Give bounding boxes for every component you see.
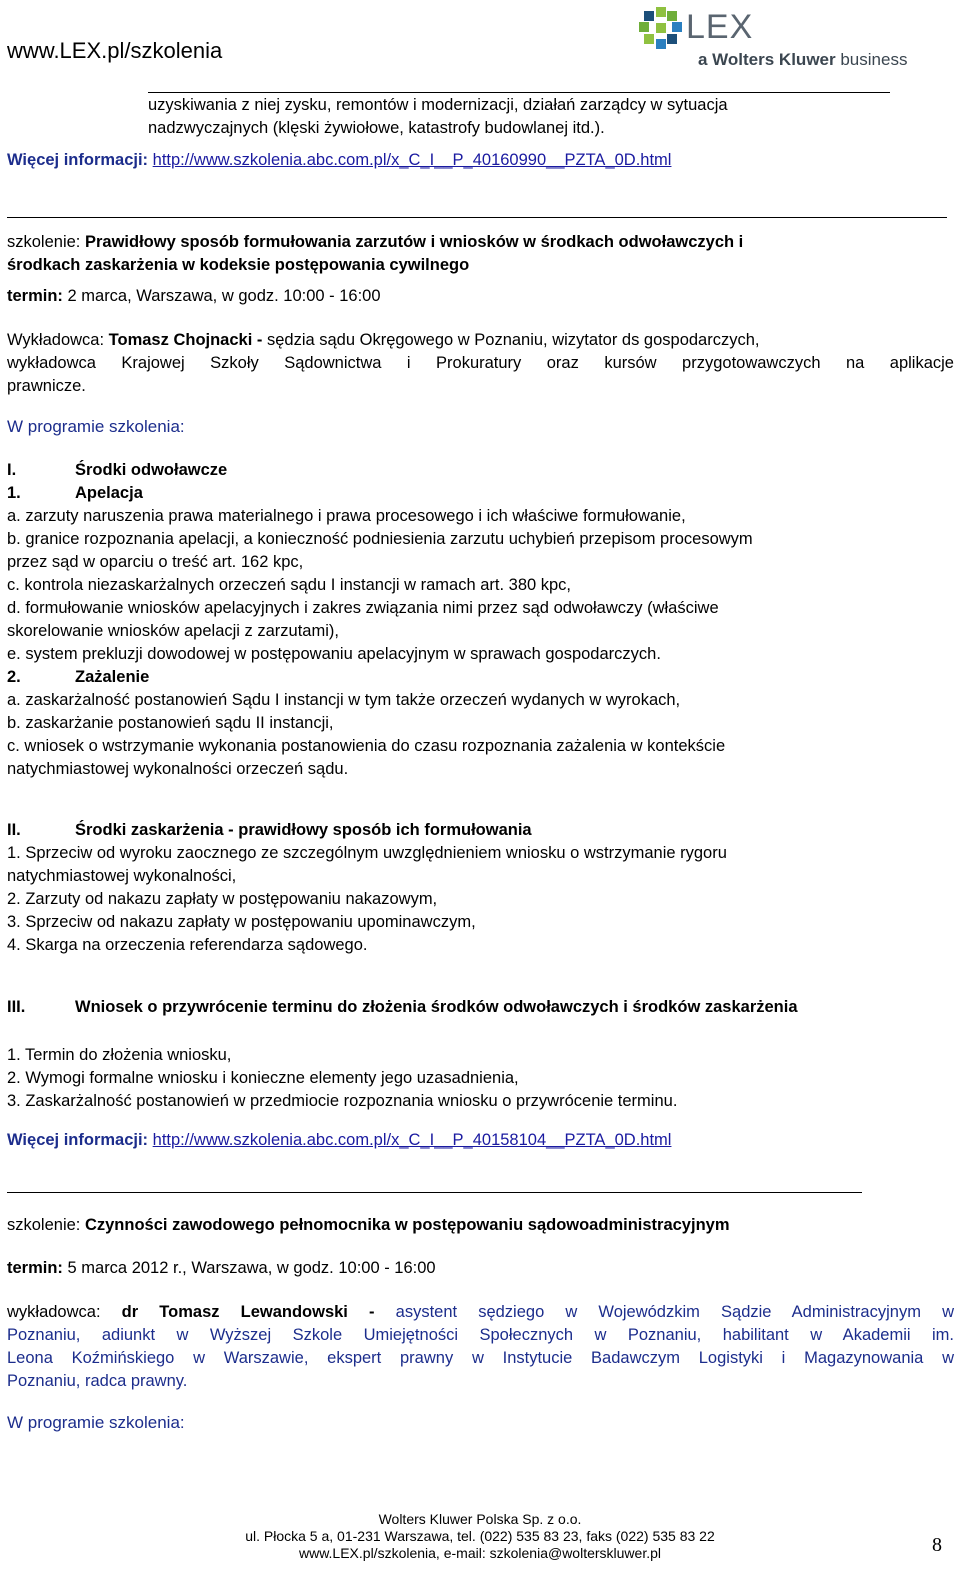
section-rule <box>7 1192 862 1193</box>
program-heading: W programie szkolenia: <box>7 1413 185 1432</box>
lecturer-text: wykładowca Krajowej Szkoły Sądownictwa i Prokuratury oraz kursów przygotowawczych na aplikacje <box>7 354 954 372</box>
logo-subtitle: a Wolters Kluwer business <box>698 50 908 69</box>
training1-title <box>7 231 954 277</box>
subsection-title: Zażalenie <box>75 668 150 686</box>
footer-contact: www.LEX.pl/szkolenia, e-mail: szkolenia@wolterskluwer.pl <box>298 1545 662 1561</box>
list-item: d. formułowanie wniosków apelacyjnych i zakres związania nimi przez sąd odwoławczy (właściwe <box>7 599 719 617</box>
header-rule <box>148 92 890 93</box>
list-item: 2. Wymogi formalne wniosku i konieczne elementy jego uzasadnienia, <box>7 1069 519 1087</box>
section-title: Środki odwoławcze <box>75 461 228 479</box>
term-label: termin: <box>7 287 63 305</box>
footer-company: Wolters Kluwer Polska Sp. z o.o. <box>378 1511 582 1527</box>
list-item: c. kontrola niezaskarżalnych orzeczeń sądu I instancji w ramach art. 380 kpc, <box>7 576 572 594</box>
list-item: 4. Skarga na orzeczenia referendarza sądowego. <box>7 936 368 954</box>
section-number: III. <box>7 998 26 1016</box>
program-list <box>7 459 954 781</box>
subsection-title: Apelacja <box>75 484 143 502</box>
more-info-label: Więcej informacji: <box>7 1131 149 1149</box>
training1-term <box>7 287 381 306</box>
list-item: 3. Sprzeciw od nakazu zapłaty w postępowaniu upominawczym, <box>7 913 476 931</box>
list-item: e. system prekluzji dowodowej w postępowaniu apelacyjnym w sprawach gospodarczych. <box>7 645 661 663</box>
list-item: natychmiastowej wykonalności, <box>7 867 237 885</box>
more-info-label: Więcej informacji: <box>7 151 149 169</box>
section-number: II. <box>7 821 21 839</box>
list-item: b. granice rozpoznania apelacji, a konieczność podniesienia zarzutu uchybień przepisom procesowym <box>7 530 753 548</box>
intro-line: nadzwyczajnych (klęski żywiołowe, katastrofy budowlanej itd.). <box>148 119 605 137</box>
lecturer-text: Poznaniu, radca prawny. <box>7 1372 188 1390</box>
training1-lecturer <box>7 329 954 398</box>
title-text: środkach zaskarżenia w kodeksie postępowania cywilnego <box>7 256 470 274</box>
section-3 <box>7 1044 954 1113</box>
lecturer-name: Tomasz Chojnacki - <box>108 331 263 349</box>
title-prefix: szkolenie: <box>7 233 81 251</box>
list-item: 3. Zaskarżalność postanowień w przedmiocie rozpoznania wniosku o przywrócenie terminu. <box>7 1092 678 1110</box>
term-value: 2 marca, Warszawa, w godz. 10:00 - 16:00 <box>62 287 381 305</box>
training2-term <box>7 1259 436 1278</box>
training2-lecturer <box>7 1301 954 1393</box>
section-title: Wniosek o przywrócenie terminu do złożenia środków odwoławczych i środków zaskarżenia <box>75 998 798 1016</box>
more-info-link[interactable]: http://www.szkolenia.abc.com.pl/x_C_I__P_40158104__PZTA_0D.html <box>152 1131 672 1149</box>
footer <box>0 1511 960 1562</box>
term-label: termin: <box>7 1259 63 1277</box>
logo-title: LEX <box>686 8 754 46</box>
lecturer-text: sędzia sądu Okręgowego w Poznaniu, wizytator ds gospodarczych, <box>262 331 760 349</box>
section-number: I. <box>7 461 17 479</box>
intro-line: uzyskiwania z niej zysku, remontów i modernizacji, działań zarządcy w sytuacja <box>148 96 728 114</box>
lecturer-text: Leona Koźmińskiego w Warszawie, ekspert prawny w Instytucie Badawczym Logistyki i Magazynowania w <box>7 1349 954 1367</box>
site-url: www.LEX.pl/szkolenia <box>7 38 223 63</box>
section-3-heading <box>7 998 798 1017</box>
list-item: 1. Termin do złożenia wniosku, <box>7 1046 232 1064</box>
section-2 <box>7 819 954 957</box>
list-item: przez sąd w oparciu o treść art. 162 kpc, <box>7 553 304 571</box>
footer-address: ul. Płocka 5 a, 01-231 Warszawa, tel. (022) 535 83 23, faks (022) 535 83 22 <box>245 1528 715 1544</box>
title-text: Prawidłowy sposób formułowania zarzutów i wniosków w środkach odwoławczych i <box>84 233 744 251</box>
list-item: a. zaskarżalność postanowień Sądu I instancji w tym także orzeczeń wydanych w wyrokach, <box>7 691 681 709</box>
list-item: skorelowanie wniosków apelacji z zarzutami), <box>7 622 339 640</box>
wolters-kluwer-logo-icon <box>638 6 684 52</box>
title-text: Czynności zawodowego pełnomocnika w postępowaniu sądowoadministracyjnym <box>84 1216 730 1234</box>
page-number: 8 <box>932 1534 942 1556</box>
lecturer-text: prawnicze. <box>7 377 86 395</box>
more-info-2 <box>7 1131 671 1150</box>
list-item: natychmiastowej wykonalności orzeczeń sądu. <box>7 760 349 778</box>
lecturer-text: Poznaniu, adiunkt w Wyższej Szkole Umiejętności Społecznych w Poznaniu, habilitant w Akademii im. <box>7 1326 954 1344</box>
title-prefix: szkolenie: <box>7 1216 81 1234</box>
program-heading: W programie szkolenia: <box>7 417 185 436</box>
section-title: Środki zaskarżenia - prawidłowy sposób ich formułowania <box>75 821 532 839</box>
intro-paragraph <box>148 94 954 140</box>
list-item: a. zarzuty naruszenia prawa materialnego i prawa procesowego i ich właściwe formułowanie, <box>7 507 686 525</box>
list-item: 2. Zarzuty od nakazu zapłaty w postępowaniu nakazowym, <box>7 890 438 908</box>
section-rule <box>7 217 947 218</box>
list-item: c. wniosek o wstrzymanie wykonania postanowienia do czasu rozpoznania zażalenia w kontekście <box>7 737 726 755</box>
training2-title <box>7 1216 730 1235</box>
more-info-link[interactable]: http://www.szkolenia.abc.com.pl/x_C_I__P_40160990__PZTA_0D.html <box>152 151 672 169</box>
subsection-number: 2. <box>7 668 21 686</box>
lecturer-label: wykładowca: <box>7 1303 101 1321</box>
subsection-number: 1. <box>7 484 21 502</box>
lex-logo <box>638 6 918 72</box>
lecturer-text: asystent sędziego w Wojewódzkim Sądzie Administracyjnym w <box>374 1303 954 1321</box>
term-value: 5 marca 2012 r., Warszawa, w godz. 10:00 - 16:00 <box>62 1259 436 1277</box>
lecturer-name: dr Tomasz Lewandowski - <box>121 1303 375 1321</box>
lecturer-label: Wykładowca: <box>7 331 105 349</box>
more-info-1 <box>7 151 671 170</box>
list-item: 1. Sprzeciw od wyroku zaocznego ze szczególnym uwzględnieniem wniosku o wstrzymanie rygoru <box>7 844 727 862</box>
list-item: b. zaskarżanie postanowień sądu II instancji, <box>7 714 334 732</box>
